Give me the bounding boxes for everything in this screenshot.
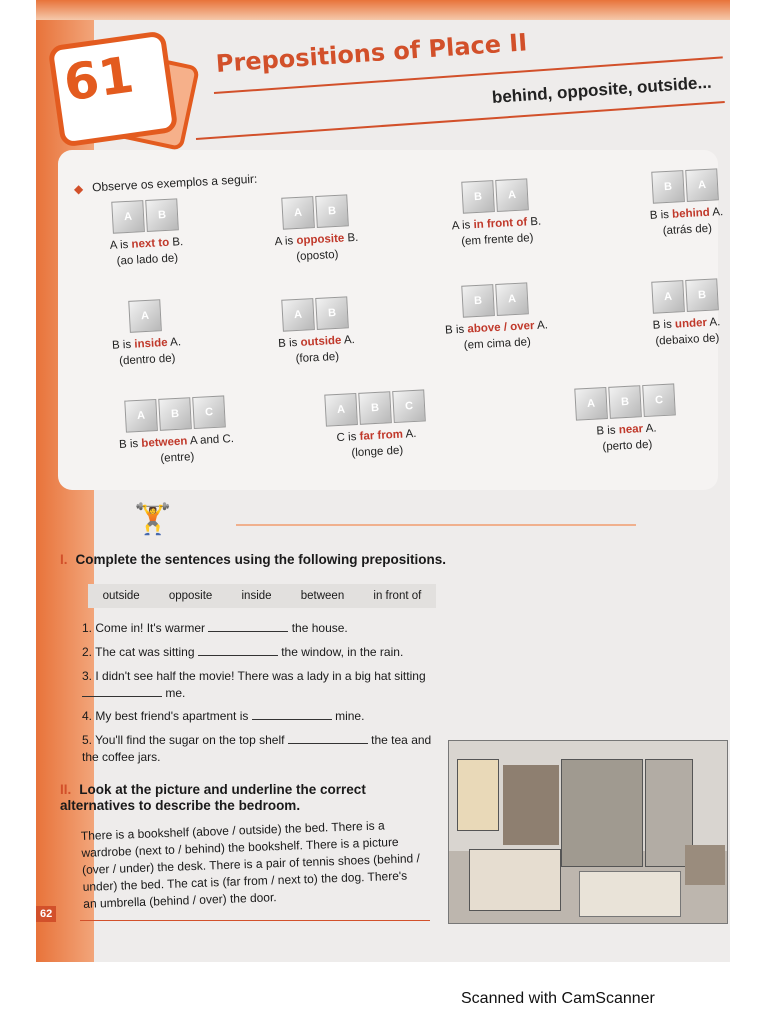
- example-item: [614, 166, 730, 241]
- answer-blank[interactable]: [252, 709, 332, 720]
- cube-group: [74, 196, 215, 235]
- preposition-keyword: next to: [131, 236, 170, 251]
- sentence-text: the tea and the coffee jars.: [82, 733, 432, 764]
- sentence-text: me.: [165, 686, 186, 700]
- example-item: [74, 296, 217, 371]
- cube-group: [244, 294, 385, 333]
- subtitle-underline: [196, 101, 725, 140]
- example-sentence: B is outside A.: [277, 333, 356, 350]
- desk: [685, 845, 725, 885]
- example-sentence: A is in front of B.: [451, 215, 542, 233]
- example-item: [244, 192, 387, 267]
- answer-blank[interactable]: [288, 733, 368, 744]
- example-translation: (entre): [160, 451, 195, 465]
- section1-title: [60, 552, 446, 567]
- cube-group: [304, 388, 445, 427]
- example-translation: (ao lado de): [116, 252, 179, 268]
- example-translation: (oposto): [295, 248, 339, 264]
- example-item: [424, 280, 567, 355]
- footer-rule: [80, 920, 430, 921]
- page-number: 62: [36, 906, 56, 922]
- cube-icon: A: [281, 196, 315, 230]
- example-translation: (atrás de): [662, 222, 713, 238]
- section1-title-text: Complete the sentences using the following prepositions.: [75, 552, 447, 567]
- cube-icon: B: [608, 385, 642, 419]
- cube-icon: A: [281, 298, 315, 332]
- cube-icon: B: [315, 296, 349, 330]
- section2-title: [60, 782, 440, 814]
- cube-icon: C: [392, 389, 426, 423]
- example-translation: (longe de): [351, 444, 404, 460]
- example-translation: (em cima de): [463, 336, 532, 352]
- example-sentence: B is behind A.: [649, 206, 724, 222]
- sentence-number: 1.: [82, 621, 93, 635]
- examples-intro: Observe os exemplos a seguir:: [91, 171, 258, 195]
- cube-group: [244, 192, 385, 231]
- example-sentence: B is near A.: [596, 422, 657, 438]
- example-translation: (fora de): [295, 350, 340, 366]
- cube-group: [74, 296, 215, 335]
- bullet-icon: ◆: [74, 182, 84, 196]
- preposition-keyword: under: [674, 316, 708, 331]
- answer-blank[interactable]: [198, 645, 278, 656]
- bedroom-illustration: [448, 740, 728, 924]
- unit-badge: [44, 28, 194, 138]
- page-title: Prepositions of Place II: [215, 28, 529, 78]
- cube-group: [554, 382, 695, 421]
- cube-icon: A: [685, 168, 719, 202]
- word-bank-item: between: [300, 590, 345, 602]
- answer-blank[interactable]: [82, 686, 162, 697]
- weightlifter-icon: 🏋: [134, 503, 172, 536]
- example-sentence: B is inside A.: [111, 336, 182, 352]
- scanner-watermark: Scanned with CamScanner: [461, 990, 655, 1007]
- sentence-text: You'll find the sugar on the top shelf: [95, 733, 285, 747]
- word-bank-item: in front of: [373, 590, 422, 602]
- example-item: [304, 388, 447, 463]
- wardrobe: [561, 759, 643, 867]
- sentence-number: 4.: [82, 709, 93, 723]
- unit-number: 61: [60, 45, 138, 113]
- bed: [469, 849, 561, 911]
- cube-icon: C: [642, 383, 676, 417]
- example-item: [74, 196, 217, 271]
- example-sentence: C is far from A.: [336, 427, 417, 445]
- preposition-keyword: between: [141, 435, 188, 450]
- sentence-1: [82, 620, 442, 637]
- cube-icon: B: [315, 194, 349, 228]
- cube-icon: B: [145, 198, 179, 232]
- sentence-text: Come in! It's warmer: [95, 621, 206, 635]
- preposition-keyword: outside: [300, 334, 342, 349]
- sentence-number: 3.: [82, 669, 93, 683]
- cube-group: [424, 176, 565, 215]
- preposition-keyword: inside: [134, 336, 168, 351]
- cube-icon: C: [192, 395, 226, 429]
- example-sentence: A is next to B.: [109, 236, 184, 252]
- cube-icon: B: [358, 391, 392, 425]
- cube-icon: A: [495, 282, 529, 316]
- sentence-4: [82, 708, 442, 725]
- example-sentence: B is between A and C.: [118, 432, 235, 451]
- preposition-keyword: above / over: [467, 320, 535, 336]
- example-translation: (debaixo de): [655, 332, 720, 348]
- cube-icon: A: [574, 387, 608, 421]
- page-subtitle: behind, opposite, outside...: [491, 72, 713, 107]
- bookshelf: [503, 765, 559, 845]
- word-bank-item: opposite: [168, 590, 213, 602]
- cube-icon: B: [651, 170, 685, 204]
- section-divider: [236, 524, 636, 526]
- preposition-keyword: near: [618, 423, 644, 437]
- sentence-number: 2.: [82, 645, 93, 659]
- cube-group: [614, 166, 730, 205]
- section2-title-text: Look at the picture and underline the correct alternatives to describe the bedroom.: [60, 782, 366, 813]
- example-translation: (em frente de): [460, 232, 534, 248]
- section2-roman: II.: [60, 782, 72, 797]
- cube-icon: B: [461, 180, 495, 214]
- bedroom-window: [457, 759, 499, 831]
- cube-icon: A: [111, 200, 145, 234]
- sentence-text: My best friend's apartment is: [95, 709, 249, 723]
- example-item: [554, 382, 697, 457]
- example-item: [614, 276, 730, 351]
- sentence-number: 5.: [82, 733, 93, 747]
- cube-group: [424, 280, 565, 319]
- preposition-keyword: behind: [671, 206, 711, 221]
- sentence-text: The cat was sitting: [95, 645, 195, 659]
- cube-icon: A: [124, 399, 158, 433]
- cube-group: [104, 394, 245, 433]
- sentence-3: [82, 668, 442, 702]
- answer-blank[interactable]: [208, 621, 288, 632]
- example-sentence: A is opposite B.: [274, 231, 359, 249]
- example-translation: (dentro de): [118, 352, 176, 368]
- sentence-5: [82, 732, 442, 766]
- sentence-text: the house.: [291, 621, 348, 635]
- preposition-keyword: far from: [359, 428, 404, 443]
- cube-icon: A: [324, 393, 358, 427]
- preposition-keyword: in front of: [473, 216, 528, 232]
- orange-top-band: [36, 0, 730, 20]
- sentence-2: [82, 644, 442, 661]
- word-bank-item: inside: [241, 590, 272, 602]
- example-translation: (perto de): [602, 438, 653, 454]
- word-bank: [88, 584, 436, 608]
- textbook-page: [36, 0, 730, 962]
- cube-icon: A: [651, 280, 685, 314]
- cube-icon: B: [158, 397, 192, 431]
- example-item: [244, 294, 387, 369]
- preposition-keyword: opposite: [296, 232, 345, 248]
- bedroom-paragraph: There is a bookshelf (above / outside) the bed. There is a wardrobe (next to / behind) the bookshelf. There is a picture (over / under) the desk. There is a pair of tennis shoes (behind / under) the bed. The cat is (far from / next to) the dog. There's an umbrella (behind / over) the door.: [80, 818, 421, 911]
- example-item: [424, 176, 567, 251]
- sentence-text: mine.: [335, 709, 365, 723]
- cube-group: [614, 276, 730, 315]
- sentence-text: I didn't see half the movie! There was a lady in a big hat sitting: [95, 669, 426, 683]
- example-sentence: B is above / over A.: [444, 319, 549, 337]
- example-item: [104, 394, 247, 469]
- cube-icon: B: [685, 278, 719, 312]
- cube-icon: B: [461, 284, 495, 318]
- word-bank-item: outside: [102, 590, 140, 602]
- example-sentence: B is under A.: [652, 316, 721, 332]
- sentence-text: the window, in the rain.: [281, 645, 404, 659]
- section1-roman: I.: [60, 552, 68, 567]
- cube-icon: A: [128, 299, 162, 333]
- rug: [579, 871, 681, 917]
- cube-icon: A: [495, 178, 529, 212]
